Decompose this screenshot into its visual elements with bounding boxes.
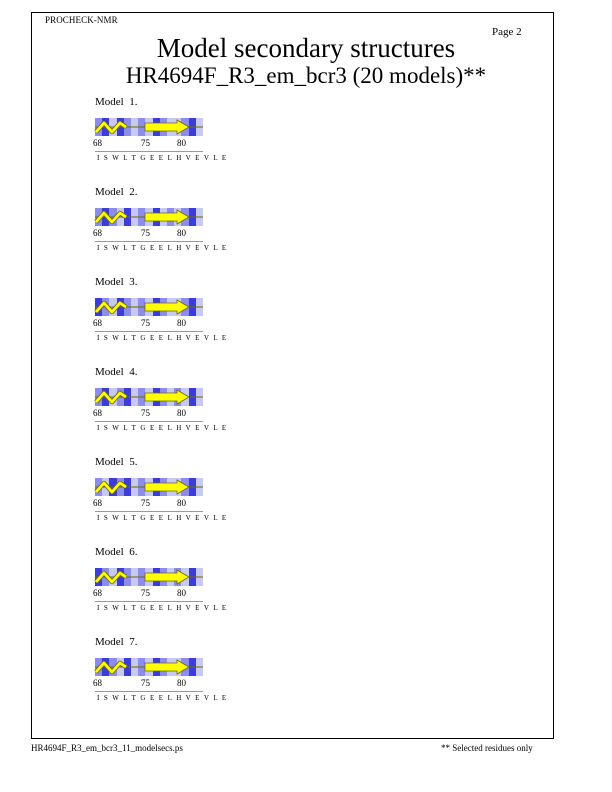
- residue-number-tick: 68: [93, 138, 102, 148]
- strand-arrow: [145, 660, 189, 674]
- residue-number-tick: 75: [141, 678, 150, 688]
- sequence-divider: [95, 601, 203, 602]
- residue-number-tick: 80: [177, 138, 186, 148]
- secondary-structure-diagram: [95, 568, 205, 586]
- residue-number-ticks: [95, 408, 205, 420]
- residue-sequence: I S W L T G E E L H V E V L E: [97, 154, 228, 162]
- residue-number-tick: 80: [177, 588, 186, 598]
- strand-arrow: [145, 390, 189, 404]
- model-block: [95, 186, 295, 266]
- sequence-divider: [95, 691, 203, 692]
- model-block: [95, 636, 295, 716]
- secondary-structure-diagram: [95, 298, 205, 316]
- model-label: Model 4.: [95, 366, 138, 378]
- sequence-divider: [95, 511, 203, 512]
- sequence-divider: [95, 331, 203, 332]
- residue-number-tick: 80: [177, 408, 186, 418]
- residue-number-tick: 75: [141, 588, 150, 598]
- residue-sequence: I S W L T G E E L H V E V L E: [97, 424, 228, 432]
- strand-arrow: [145, 480, 189, 494]
- model-label: Model 6.: [95, 546, 138, 558]
- page-subtitle: HR4694F_R3_em_bcr3 (20 models)**: [125, 63, 487, 88]
- secondary-structure-diagram: [95, 478, 205, 496]
- residue-sequence: I S W L T G E E L H V E V L E: [97, 514, 228, 522]
- strand-arrow: [145, 570, 189, 584]
- page-number: Page 2: [492, 26, 522, 38]
- residue-sequence: I S W L T G E E L H V E V L E: [97, 244, 228, 252]
- secondary-structure-diagram: [95, 388, 205, 406]
- residue-sequence: I S W L T G E E L H V E V L E: [97, 604, 228, 612]
- page-title: Model secondary structures: [156, 33, 456, 63]
- model-block: [95, 366, 295, 446]
- strand-arrow: [145, 300, 189, 314]
- model-block: [95, 96, 295, 176]
- secondary-structure-diagram: [95, 658, 205, 676]
- residue-number-tick: 68: [93, 318, 102, 328]
- secondary-structure-diagram: [95, 118, 205, 136]
- model-label: Model 5.: [95, 456, 138, 468]
- residue-number-tick: 68: [93, 498, 102, 508]
- residue-number-tick: 68: [93, 588, 102, 598]
- residue-number-tick: 80: [177, 228, 186, 238]
- residue-number-ticks: [95, 138, 205, 150]
- footer-note: ** Selected residues only: [441, 743, 533, 753]
- model-block: [95, 276, 295, 356]
- secondary-structure-diagram: [95, 208, 205, 226]
- residue-number-tick: 75: [141, 408, 150, 418]
- residue-number-ticks: [95, 678, 205, 690]
- residue-sequence: I S W L T G E E L H V E V L E: [97, 334, 228, 342]
- footer-filename: HR4694F_R3_em_bcr3_11_modelsecs.ps: [31, 743, 183, 753]
- residue-number-tick: 80: [177, 318, 186, 328]
- strand-arrow: [145, 210, 189, 224]
- residue-number-tick: 75: [141, 228, 150, 238]
- sequence-divider: [95, 421, 203, 422]
- residue-number-ticks: [95, 228, 205, 240]
- residue-number-tick: 75: [141, 318, 150, 328]
- residue-number-tick: 75: [141, 498, 150, 508]
- model-block: [95, 456, 295, 536]
- residue-number-ticks: [95, 588, 205, 600]
- residue-number-tick: 75: [141, 138, 150, 148]
- residue-number-tick: 68: [93, 408, 102, 418]
- model-label: Model 1.: [95, 96, 138, 108]
- residue-number-tick: 80: [177, 498, 186, 508]
- residue-number-tick: 68: [93, 228, 102, 238]
- residue-number-tick: 80: [177, 678, 186, 688]
- sequence-divider: [95, 151, 203, 152]
- residue-number-tick: 68: [93, 678, 102, 688]
- residue-number-ticks: [95, 318, 205, 330]
- model-label: Model 2.: [95, 186, 138, 198]
- model-label: Model 3.: [95, 276, 138, 288]
- residue-sequence: I S W L T G E E L H V E V L E: [97, 694, 228, 702]
- residue-number-ticks: [95, 498, 205, 510]
- model-block: [95, 546, 295, 626]
- sequence-divider: [95, 241, 203, 242]
- strand-arrow: [145, 120, 189, 134]
- model-label: Model 7.: [95, 636, 138, 648]
- program-name: PROCHECK-NMR: [45, 15, 118, 25]
